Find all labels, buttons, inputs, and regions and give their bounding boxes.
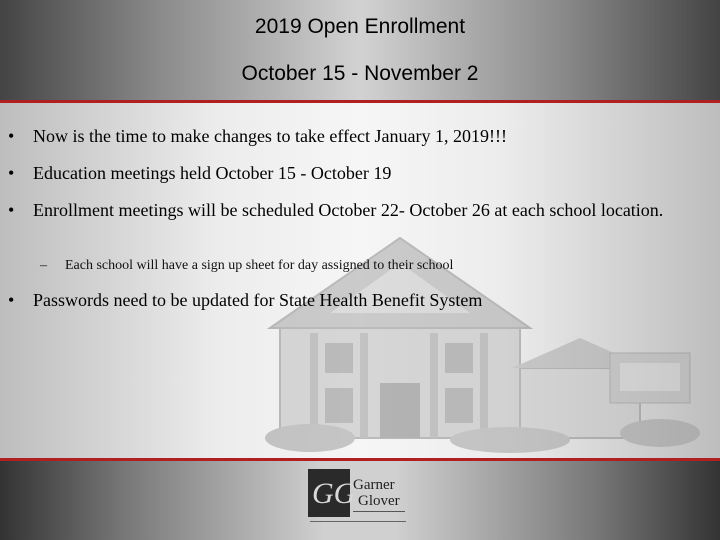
logo-name-line2: Glover bbox=[358, 493, 400, 509]
bullet-text: Now is the time to make changes to take effect January 1, 2019!!! bbox=[33, 126, 508, 146]
bullet-item-changes bbox=[8, 125, 698, 148]
bullet-marker: • bbox=[8, 200, 15, 220]
logo-monogram: GG bbox=[312, 477, 356, 510]
company-logo bbox=[308, 469, 408, 527]
logo-name-line1: Garner bbox=[353, 477, 395, 493]
bullet-text: Enrollment meetings will be scheduled October 22- October 26 at each school location. bbox=[33, 200, 664, 220]
bullet-item-passwords bbox=[8, 289, 698, 312]
slide-title: 2019 Open Enrollment bbox=[254, 15, 466, 38]
bullet-text: Passwords need to be updated for State Health Benefit System bbox=[33, 290, 483, 310]
bullet-text: Education meetings held October 15 - October 19 bbox=[33, 163, 392, 183]
bullet-item-enrollment bbox=[8, 199, 698, 222]
slide-content bbox=[0, 103, 720, 458]
sub-bullet-item bbox=[40, 257, 453, 275]
bullet-marker: • bbox=[8, 126, 15, 146]
sub-bullet-marker: – bbox=[40, 258, 47, 273]
bullet-item-education bbox=[8, 162, 698, 185]
bullet-marker: • bbox=[8, 290, 15, 310]
bullet-marker: • bbox=[8, 163, 15, 183]
slide-footer bbox=[0, 461, 720, 540]
slide-header bbox=[0, 0, 720, 100]
slide-subtitle: October 15 - November 2 bbox=[241, 62, 479, 85]
sub-bullet-text: Each school will have a sign up sheet for day assigned to their school bbox=[65, 258, 454, 273]
